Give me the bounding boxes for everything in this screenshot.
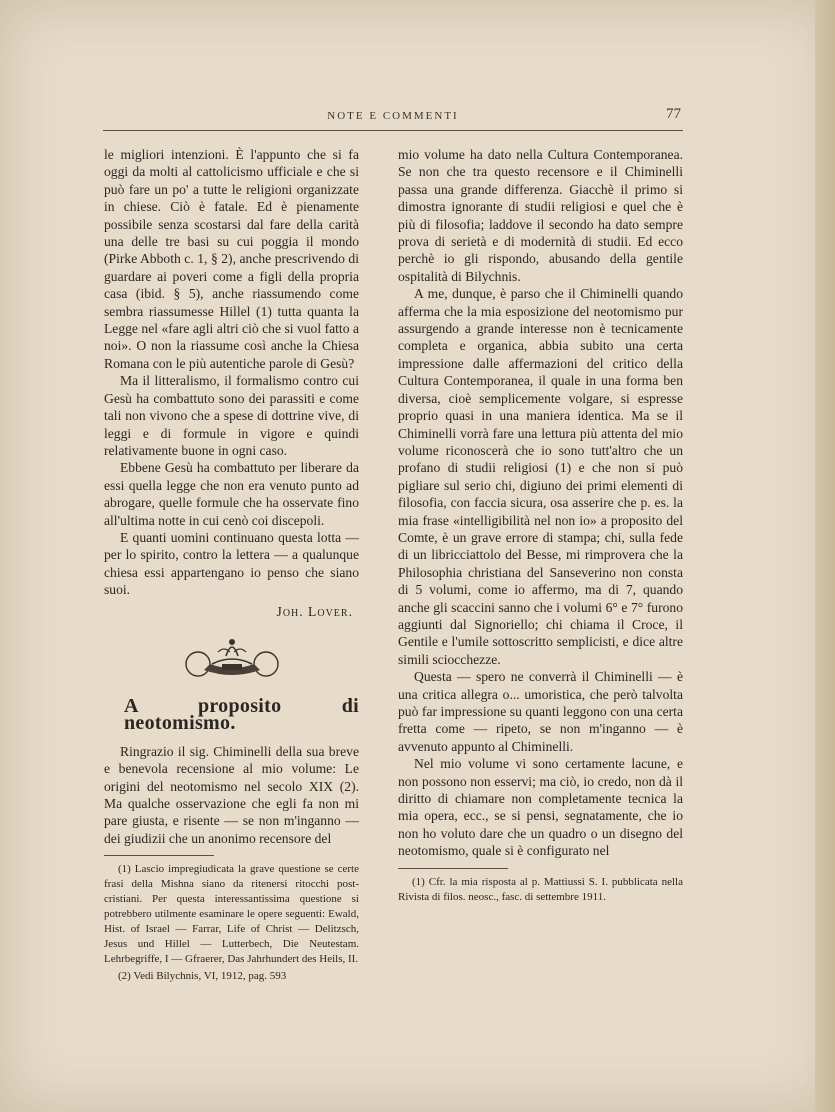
footnote-rule — [104, 855, 214, 856]
left-paragraph-2: Ma il litteralismo, il formalismo contro cui Gesù ha combattuto sono dei parassiti e come tali non vivono che a spese di dottrine vive, di leggi e di formule in vigore e quindi relativamente buone in ogni caso. — [104, 373, 359, 458]
right-footnote-1: (1) Cfr. la mia risposta al p. Mattiussi S. I. pubblicata nella Rivista di filos. neosc., fasc. di settembre 1911. — [398, 875, 683, 903]
right-column — [398, 146, 683, 907]
footnote-rule — [398, 868, 508, 869]
page-number: 77 — [666, 106, 681, 122]
lamp-ornament-icon — [182, 634, 282, 682]
left-column — [104, 146, 359, 986]
left-paragraph-1: le migliori intenzioni. È l'appunto che si fa oggi da molti al cattolicismo ufficiale e che si può fare un po' a tutte le religioni organizzate in chiese. Ciò è fatale. Ed è pienamente possibile senza scostarsi dal fare della carità una delle tre basi su cui poggia il mondo (Pirke Abboth c. 1, § 2), anche prescrivendo di guardare ai poveri come a figli della propria casa (ibid. § 5), anche riassumendo come sembra riassumesse Hillel (1) tutta quanta la Legge nel «fare agli altri ciò che si vuol fatto a noi». O non la riassume così anche la Chiesa Romana con le più autentiche parole di Gesù? — [104, 147, 359, 371]
running-title: NOTE E COMMENTI — [327, 110, 459, 122]
left-paragraph-3: Ebbene Gesù ha combattuto per liberare da essi quella legge che non era venuto punto ad abrogare, quelle formule che ha osservate fino all'ultima notte in cui cenò coi discepoli. — [104, 460, 359, 528]
section-title: A proposito di neotomismo. — [124, 694, 359, 735]
page-spine-shadow — [815, 0, 835, 1112]
right-paragraph-4: Nel mio volume vi sono certamente lacune, e non possono non esservi; ma ciò, io credo, non dà il diritto di chiamare non completamente tecnica la mia opera, ecc., se si pensi, segnatamente, che io non ho voluto dare che un quadro o un disegno del neotomismo, quale si è configurato nel — [398, 756, 683, 859]
left-footnotes — [104, 855, 359, 984]
right-paragraph-2: A me, dunque, è parso che il Chiminelli quando afferma che la mia esposizione del neotomismo pur assurgendo a grande interesse non è tecnicamente completa e organica, abbia subito una certa impressione dalle affermazioni del critico della Cultura Contemporanea, il quale in una forma ben diversa, cioè semplicemente volgare, si espresse proprio quasi in una maniera identica. Ma se il Chiminelli vorrà fare una lettura più attenta del mio volume riconoscerà che io sono tutt'altro che un profano di studii religiosi (1) e che non si può pigliare sul serio chi, digiuno dei primi elementi di filosofia, con faccia sicura, osa asserire che p. es. la mia frase «intelligibilità nel non io» a proposito del Comte, è un grave errore di stampa; chi, sulla fede di un libricciattolo del Besse, mi rimprovera che la Philosophia christiana del Sanseverino non consta di 5 volumi, come io affermo, ma di 7, quando anche gli scaccini sanno che i volumi 6° e 7° furono aggiunti dal Signoriello; chi chiama il Croce, il Gentile e l'umile sottoscritto semplicisti, e dice altre simili sciocchezze. — [398, 286, 683, 667]
left-paragraph-5: Ringrazio il sig. Chiminelli della sua breve e benevola recensione al mio volume: Le origini del neotomismo nel secolo XIX (2). Ma qualche osservazione che egli fa non mi pare giusta, e risente — se non m'inganno — dei giudizii che un anonimo recensore del — [104, 743, 359, 846]
right-footnotes — [398, 868, 683, 905]
running-header — [103, 104, 683, 131]
author-signature: Joh. Lover. — [276, 603, 353, 619]
right-paragraph-1: mio volume ha dato nella Cultura Contemporanea. Se non che tra questo recensore e il Chiminelli passa una grande differenza. Giacchè il primo si dimostra ignorante di studii religiosi e quel che è più di filosofia; laddove il secondo ha dato sempre prova di serietà e di modernità di studii. Ed ecco perchè io gli rispondo, abusando della gentile ospitalità di Bilychnis. — [398, 147, 683, 284]
right-paragraph-3: Questa — spero ne converrà il Chiminelli — è una critica allegra o... umoristica, che però talvolta può far impressione su quanti leggono con una certa fretta come — ripeto, se non m'inganno — è avvenuto appunto al Chiminelli. — [398, 669, 683, 754]
left-paragraph-4: E quanti uomini continuano questa lotta — per lo spirito, contro la lettera — a qualunque chiesa essi appartengano io penso che siano suoi. — [104, 529, 359, 598]
left-footnote-2: (2) Vedi Bilychnis, VI, 1912, pag. 593 — [118, 970, 287, 983]
left-footnote-1: (1) Lascio impregiudicata la grave questione se certe frasi della Mishna siano da ritenersi ritocchi post-cristiani. Per questa interessantissima questione si potrebbero utilmente esaminare le opere seguenti: Ewald, Hist. of Israel — Farrar, Life of Christ — Delitzsch, Jesus und Hillel — Lutterbech, Die Neutestam. Lehrbegriffe, I — Gfraerer, Das Jahrhundert des Heils, II. — [104, 863, 359, 966]
